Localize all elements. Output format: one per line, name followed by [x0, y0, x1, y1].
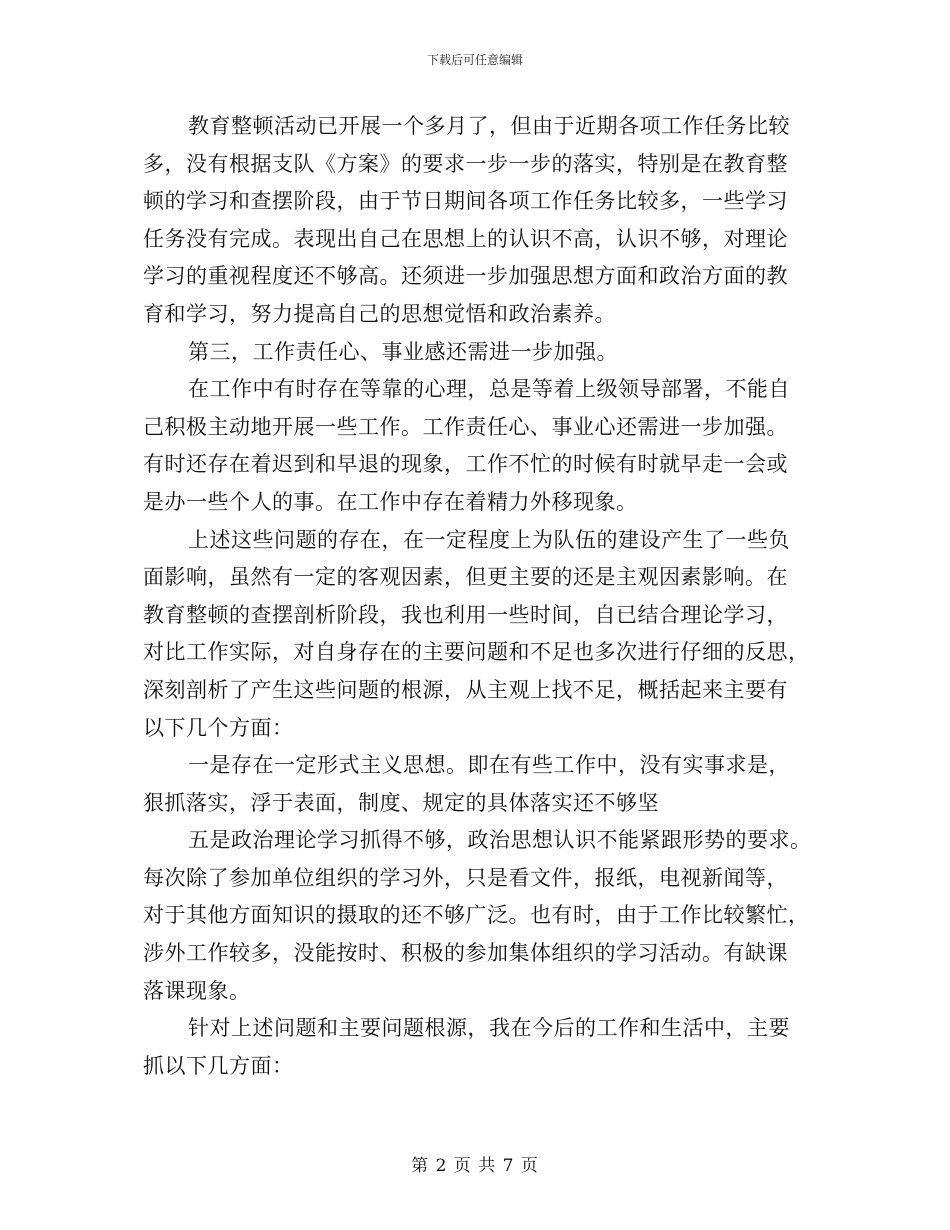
text-line: 狠抓落实，浮于表面，制度、规定的具体落实还不够坚 [143, 790, 659, 815]
text-line: 对比工作实际，对自身存在的主要问题和不足也多次进行仔细的反思， [143, 640, 810, 665]
text-line: 有时还存在着迟到和早退的现象，工作不忙的时候有时就早走一会或 [143, 452, 788, 477]
text-line: 教育整顿活动已开展一个多月了，但由于近期各项工作任务比较 [188, 114, 790, 138]
text-line: 顿的学习和查摆阶段，由于节日期间各项工作任务比较多，一些学习 [143, 189, 788, 214]
text-line: 学习的重视程度还不够高。还须进一步加强思想方面和政治方面的教 [143, 264, 788, 289]
text-line: 任务没有完成。表现出自己在思想上的认识不高，认识不够，对理论 [143, 226, 788, 251]
text-line: 涉外工作较多，没能按时、积极的参加集体组织的学习活动。有缺课 [143, 941, 788, 966]
text-line: 育和学习，努力提高自己的思想觉悟和政治素养。 [143, 301, 616, 326]
text-line: 针对上述问题和主要问题根源，我在今后的工作和生活中，主要 [188, 1016, 790, 1041]
page-header: 下载后可任意编辑 [426, 53, 523, 67]
text-line: 每次除了参加单位组织的学习外，只是看文件，报纸，电视新闻等， [143, 865, 788, 890]
page-number: 第 2 页 共 7 页 [411, 1156, 539, 1176]
text-line: 在工作中有时存在等靠的心理，总是等着上级领导部署，不能自 [188, 377, 790, 402]
text-line: 以下几个方面： [143, 715, 294, 740]
text-line: 深刻剖析了产生这些问题的根源，从主观上找不足，概括起来主要有 [143, 677, 788, 702]
text-line: 抓以下几方面： [143, 1053, 294, 1078]
section-heading: 第三，工作责任心、事业感还需进一步加强。 [188, 339, 618, 364]
document-body [143, 108, 812, 1085]
text-line: 上述这些问题的存在，在一定程度上为队伍的建设产生了一些负 [188, 527, 790, 552]
text-line: 己积极主动地开展一些工作。工作责任心、事业心还需进一步加强。 [143, 414, 788, 439]
text-line: 对于其他方面知识的摄取的还不够广泛。也有时，由于工作比较繁忙， [143, 903, 810, 928]
text-line: 教育整顿的查摆剖析阶段，我也利用一些时间，自已结合理论学习， [143, 602, 788, 627]
text-line: 五是政治理论学习抓得不够，政治思想认识不能紧跟形势的要求。 [188, 828, 812, 853]
text-line: 面影响，虽然有一定的客观因素，但更主要的还是主观因素影响。在 [143, 565, 788, 590]
text-line: 是办一些个人的事。在工作中存在着精力外移现象。 [143, 489, 638, 514]
text-line: 多，没有根据支队《方案》的要求一步一步的落实，特别是在教育整 [143, 151, 788, 176]
text-line: 一是存在一定形式主义思想。即在有些工作中，没有实事求是， [188, 753, 790, 778]
text-line: 落课现象。 [143, 978, 251, 1003]
